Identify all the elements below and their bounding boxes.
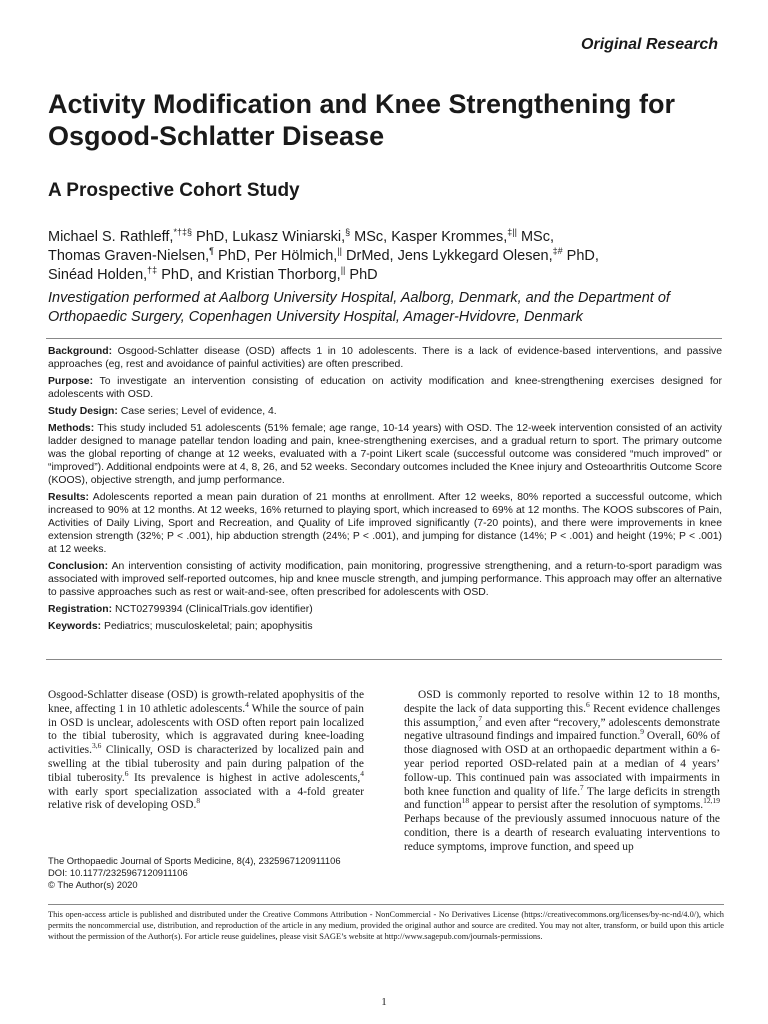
abstract-results: Results: Adolescents reported a mean pain duration of 21 months at enrollment. After 12 weeks, 80% reported a successful outcome, which increased to 90% at 12 months. At 12 weeks, 16% returned to playing sport, which increased to 69% at 12 months. The KOOS subscores of Pain, Activities of Daily Living, Sport and Recreation, and Quality of Life improved significantly (7-20 points), and there were improvements in knee extension strength (32%; P < .001), hip abduction strength (24%; P < .001), and jumping for distance (14%; P < .001) and height (19%; P < .001) at 12 weeks. (48, 492, 722, 555)
section-label: Original Research (581, 36, 718, 53)
abstract-study-design: Study Design: Case series; Level of evidence, 4. (48, 406, 277, 417)
license-notice: This open-access article is published and distributed under the Creative Commons Attribution - NonCommercial - No Derivatives License (https://creativecommons.org/licenses/by-nc-nd/4.0/), which permits the noncommercial use, distribution, and reproduction of the article in any medium, provided the original author and source are credited. You may not alter, transform, or build upon this article without the permission of the Author(s). For article reuse guidelines, please visit SAGE’s website at http://www.sagepub.com/journals-permissions. (48, 904, 724, 942)
abstract-methods: Methods: This study included 51 adolescents (51% female; age range, 10-14 years) with OSD. The 12-week intervention consisted of an activity ladder designed to manage patellar tendon loading and pain, knee-strengthening exercises, and a gradual return to sport. The primary outcome was the global reporting of change at 12 weeks, evaluated with a 7-point Likert scale (successful outcome was considered “much improved” or “improved”). Additional endpoints were at 4, 8, 26, and 52 weeks. Secondary outcomes included the Knee injury and Osteoarthritis Outcome Score (KOOS), objective strength, and jump performance. (48, 423, 722, 486)
journal-doi: DOI: 10.1177/2325967120911106 (48, 867, 188, 878)
page-number: 1 (381, 996, 387, 1008)
author-list (48, 228, 738, 285)
author: Kristian Thorborg,|| PhD (225, 265, 378, 283)
article-title: Activity Modification and Knee Strengthening for Osgood-Schlatter Disease (48, 89, 676, 151)
body-column-right (404, 689, 720, 855)
article-subtitle: A Prospective Cohort Study (48, 180, 300, 201)
author: Thomas Graven-Nielsen,¶ PhD, (48, 246, 255, 264)
journal-copyright: © The Author(s) 2020 (48, 879, 138, 890)
author: Sinéad Holden,†‡ PhD, and (48, 265, 226, 283)
body-paragraph: OSD is commonly reported to resolve within 12 to 18 months, despite the lack of data supporting this.$^6$ Recent evidence challenges this assumption,$^7$ and even after “recovery,” adolescents demonstrate negative ultrasound findings and impaired function.$^9$ Overall, 60% of those diagnosed with OSD at an orthopaedic department within a 6-year period reported OSD-related pain at a median of 4 years’ follow-up. This continued pain was associated with impairments in both knee function and quality of life.$^7$ The large deficits in strength and function$^{18}$ appear to persist after the resolution of symptoms.$^{12,19}$ Perhaps because of the previously assumed innocuous nature of the condition, there is a dearth of research evaluating interventions to reduce symptoms, improve function, and speed up (404, 689, 720, 853)
author: Kasper Krommes,‡|| MSc, (391, 227, 555, 245)
author: Michael S. Rathleff,*†‡§ PhD, (48, 227, 233, 245)
abstract-conclusion: Conclusion: An intervention consisting of activity modification, pain monitoring, progressive strengthening, and a return-to-sport paradigm was associated with improved self-reported outcomes, hip and knee muscle strength, and jumping performance. This approach may offer an alternative to passive approaches such as rest or wait-and-see, often prescribed for adolescents with OSD. (48, 561, 722, 598)
body-paragraph: Osgood-Schlatter disease (OSD) is growth-related apophysitis of the knee, affecting 1 in 10 athletic adolescents.$^4$ While the source of pain in OSD is unclear, adolescents with OSD often report pain localized to the tibial tuberosity, which is aggravated during knee-loading activities.$^{3,6}$ Clinically, OSD is characterized by localized pain and swelling at the tibial tuberosity and pain during palpation of the tibial tuberosity.$^6$ Its prevalence is highest in active adolescents,$^4$ with early sport specialization associated with a 4-fold greater relative risk of developing OSD.$^8$ (48, 689, 365, 812)
abstract-keywords: Keywords: Pediatrics; musculoskeletal; pain; apophysitis (48, 621, 313, 632)
abstract-background: Background: Osgood-Schlatter disease (OSD) affects 1 in 10 adolescents. There is a lack of evidence-based interventions, and passive approaches (eg, rest and avoidance of painful activities) are often prescribed. (48, 346, 722, 370)
affiliation: Investigation performed at Aalborg University Hospital, Aalborg, Denmark, and the Department of Orthopaedic Surgery, Copenhagen University Hospital, Amager-Hvidovre, Denmark (48, 290, 670, 325)
abstract-purpose: Purpose: To investigate an intervention consisting of education on activity modification and knee-strengthening exercises designed for adolescents with OSD. (48, 376, 722, 400)
author: Lukasz Winiarski,§ MSc, (232, 227, 392, 245)
body-column-left (48, 689, 364, 813)
author: Per Hölmich,|| DrMed, (254, 246, 398, 264)
author: Jens Lykkegard Olesen,‡# PhD, (397, 246, 599, 264)
journal-info (48, 855, 364, 891)
abstract-registration: Registration: NCT02799394 (ClinicalTrials.gov identifier) (48, 604, 313, 615)
journal-citation: The Orthopaedic Journal of Sports Medicine, 8(4), 2325967120911106 (48, 855, 341, 866)
abstract (46, 338, 722, 660)
